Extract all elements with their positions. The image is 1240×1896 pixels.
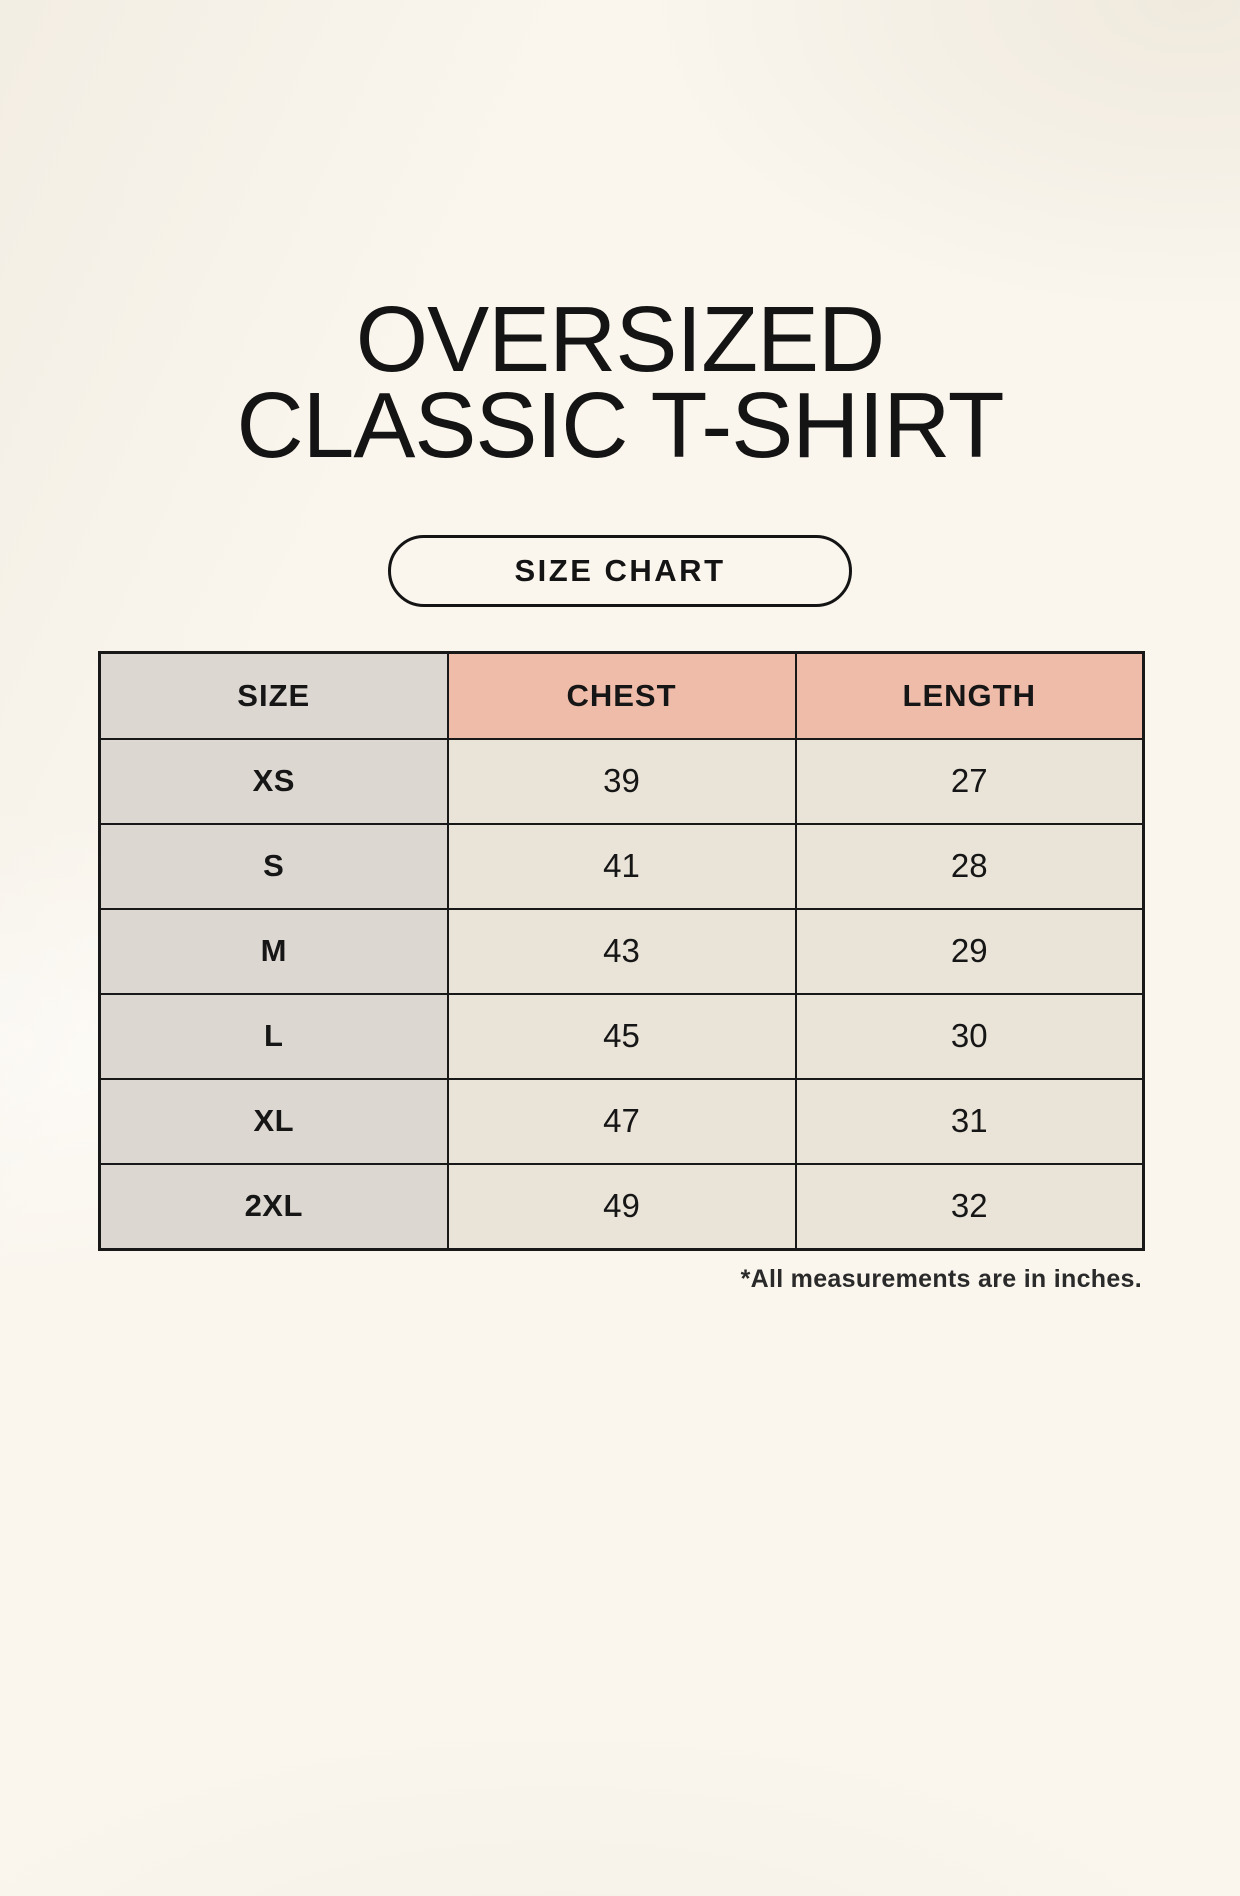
column-header-size: SIZE [100, 652, 448, 739]
chest-cell: 45 [448, 994, 796, 1079]
table-row-xs [100, 739, 1144, 824]
product-title-line2: CLASSIC T-SHIRT [236, 373, 1004, 478]
table-row-l [100, 994, 1144, 1079]
column-header-length: LENGTH [796, 652, 1144, 739]
table-row-m [100, 909, 1144, 994]
table-header-row [100, 652, 1144, 739]
size-cell: XS [100, 739, 448, 824]
length-cell: 28 [796, 824, 1144, 909]
length-cell: 30 [796, 994, 1144, 1079]
table-row-2xl [100, 1164, 1144, 1250]
size-cell: L [100, 994, 448, 1079]
column-header-chest: CHEST [448, 652, 796, 739]
table-row-s [100, 824, 1144, 909]
size-chart-section [98, 651, 1142, 1294]
size-chart-button[interactable]: SIZE CHART [388, 535, 852, 607]
chest-cell: 39 [448, 739, 796, 824]
chest-cell: 41 [448, 824, 796, 909]
measurements-footnote: *All measurements are in inches. [740, 1264, 1142, 1293]
chest-cell: 49 [448, 1164, 796, 1250]
size-cell: XL [100, 1079, 448, 1164]
chest-cell: 43 [448, 909, 796, 994]
length-cell: 27 [796, 739, 1144, 824]
size-cell: 2XL [100, 1164, 448, 1250]
size-cell: S [100, 824, 448, 909]
length-cell: 32 [796, 1164, 1144, 1250]
table-row-xl [100, 1079, 1144, 1164]
chest-cell: 47 [448, 1079, 796, 1164]
length-cell: 31 [796, 1079, 1144, 1164]
size-chart-table [98, 651, 1145, 1251]
product-title-line1: OVERSIZED [355, 287, 885, 391]
page-title [0, 287, 1240, 478]
length-cell: 29 [796, 909, 1144, 994]
size-cell: M [100, 909, 448, 994]
